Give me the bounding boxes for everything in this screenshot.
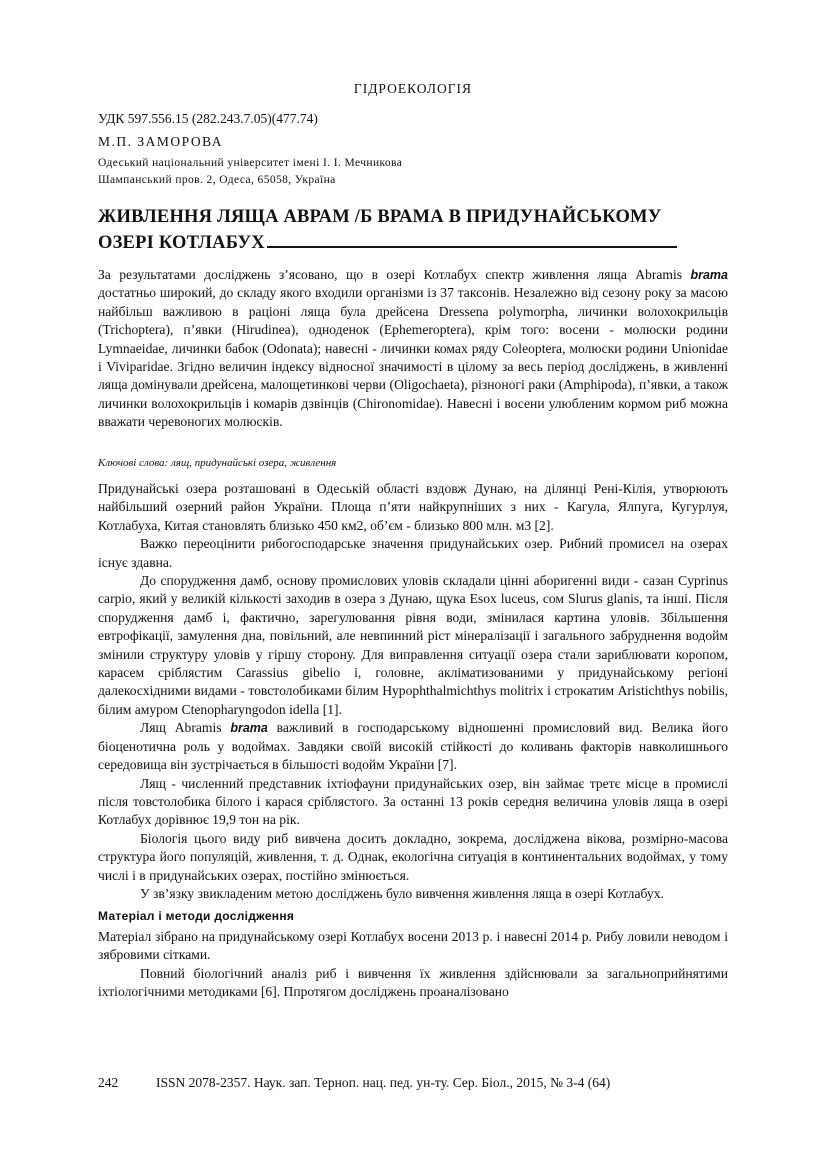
abstract-species-name: brama xyxy=(690,268,728,282)
body-paragraph-4-start: Лящ Abramis xyxy=(140,720,231,736)
affiliation-address: Шампанський пров. 2, Одеса, 65058, Україна xyxy=(98,174,336,186)
affiliation-institution: Одеський національний університет імені І. І. Мечникова xyxy=(98,157,403,169)
section-heading: ГІДРОЕКОЛОГІЯ xyxy=(353,81,473,96)
page-number: 242 xyxy=(98,1075,119,1090)
article-body xyxy=(98,480,728,1001)
body-paragraph-4-end: важливий в господарському відношенні промисловий вид. Велика його біоценотична роль у водоймах. Завдяки своїй високій стійкості до коливань факторів навколишнього середовища він зустрічається в більшості водойм України [7]. xyxy=(98,720,728,773)
body-paragraph-9: Повний біологічний аналіз риб і вивчення їх живлення здійснювали за загальноприйнятими іхтіологічними методиками [6]. Ппротягом досліджень проаналізовано xyxy=(98,965,728,999)
article-title-line2: ОЗЕРІ КОТЛАБУХ xyxy=(98,233,265,253)
title-underline-rule xyxy=(267,229,677,248)
page-footer xyxy=(98,1075,728,1091)
body-paragraph-4 xyxy=(98,719,728,774)
udk-code: УДК 597.556.15 (282.243.7.05)(477.74) xyxy=(98,111,318,126)
body-paragraph-2: Важко переоцінити рибогосподарське значення придунайських озер. Рибний промисел на озерах існує здавна. xyxy=(98,536,728,570)
body-paragraph-7: У зв’язку звикладеним метою досліджень було вивчення живлення ляща в озері Котлабух. xyxy=(140,885,664,901)
body-paragraph-8: Матеріал зібрано на придунайському озері Котлабух восени 2013 р. і навесні 2014 р. Рибу ловили неводом і зябровими сітками. xyxy=(98,928,728,963)
article-title-line2-wrap xyxy=(98,229,718,255)
author-name: М.П. ЗАМОРОВА xyxy=(98,134,223,149)
body-paragraph-6: Біологія цього виду риб вивчена досить докладно, зокрема, досліджена вікова, розмірно-масова структура його популяцій, живлення, т. д. Однак, екологічна ситуація в континентальних водоймах, у тому числі і в придунайських озерах, постійно змінюється. xyxy=(98,830,728,883)
article-title xyxy=(98,205,718,255)
abstract-text-part2: достатньо широкий, до складу якого входили організми із 37 таксонів. Незалежно від сезону року за масою найбільш важливою в раціоні ляща була дрейсена Dressena polymorpha, личинки волохокрильців (Trichoptera), п’явки (Hirudinea), одноденок (Ephemeroptera), крім того: восени - молюски родини Lymnaeidae, личинки бабок (Odonata); навесні - личинки комах ряду Coleoptera, молюски родини Unionidae і Viviparidae. Згідно величин індексу відносної значимості в цілому за весь період досліджень, в живленні ляща домінували дрейсена, малощетинкові черви (Oligochaeta), різноногі раки (Amphipoda), п’явки, а також личинки волохокрильців і комарів дзвінців (Chironomidae). Навесні і восени улюбленим кормом риб можна вважати черевоногих молюсків. xyxy=(98,285,728,430)
keywords: Ключові слова: лящ, придунайські озера, живлення xyxy=(98,457,337,469)
abstract-text-part1: За результатами досліджень з’ясовано, що в озері Котлабух спектр живлення ляща Abramis xyxy=(98,267,691,282)
methods-heading: Матеріал і методи дослідження xyxy=(98,909,295,924)
body-species-name: brama xyxy=(230,721,268,736)
body-paragraph-1: Придунайські озера розташовані в Одеській області вздовж Дунаю, на ділянці Рені-Кілія, утворюють найбільший озерний район України. Площа п’яти найкрупніших з них - Кагула, Ялпуга, Кугурлуя, Котлабуха, Китая становлять близько 450 км2, об’єм - близько 800 млн. м3 [2]. xyxy=(98,481,728,533)
abstract xyxy=(98,266,728,432)
body-paragraph-3: До спорудження дамб, основу промислових уловів складали цінні аборигенні види - сазан Cyprinus carpio, який у великій кількості заходив в озера з Дунаю, щука Esox luceus, сом Slurus glanis, та інші. Після спорудження дамб і, фактично, зарегулювання рівня води, змінилася картина уловів. Збільшення евтрофікації, замулення дна, повільний, але невпинний ріст мінералізації і загального забруднення водойм змінили структуру уловів у гіршу сторону. Для виправлення ситуації озера стали зариблювати коропом, карасем сріблястим Carassius gibelio і, головне, акліматизованими у придунайському регіоні далекосхідними видами - товстолобиками білим Hypophthalmichthys molitrix і строкатим Aristichthys nobilis, білим амуром Ctenopharyngodon idella [1]. xyxy=(98,573,728,717)
body-paragraph-5: Лящ - численний представник іхтіофауни придунайських озер, він займає третє місце в промислі після товстолобика білого і карася сріблястого. За останні 13 років середня величина уловів ляща в озері Котлабух дорівнює 19,9 тон на рік. xyxy=(98,775,728,828)
article-title-line1: ЖИВЛЕННЯ ЛЯЩА АВРАМ /Б ВРАМА В ПРИДУНАЙСЬКОМУ xyxy=(98,207,662,227)
journal-citation: ISSN 2078-2357. Наук. зап. Терноп. нац. пед. ун-ту. Сер. Біол., 2015, № 3-4 (64) xyxy=(156,1075,611,1090)
